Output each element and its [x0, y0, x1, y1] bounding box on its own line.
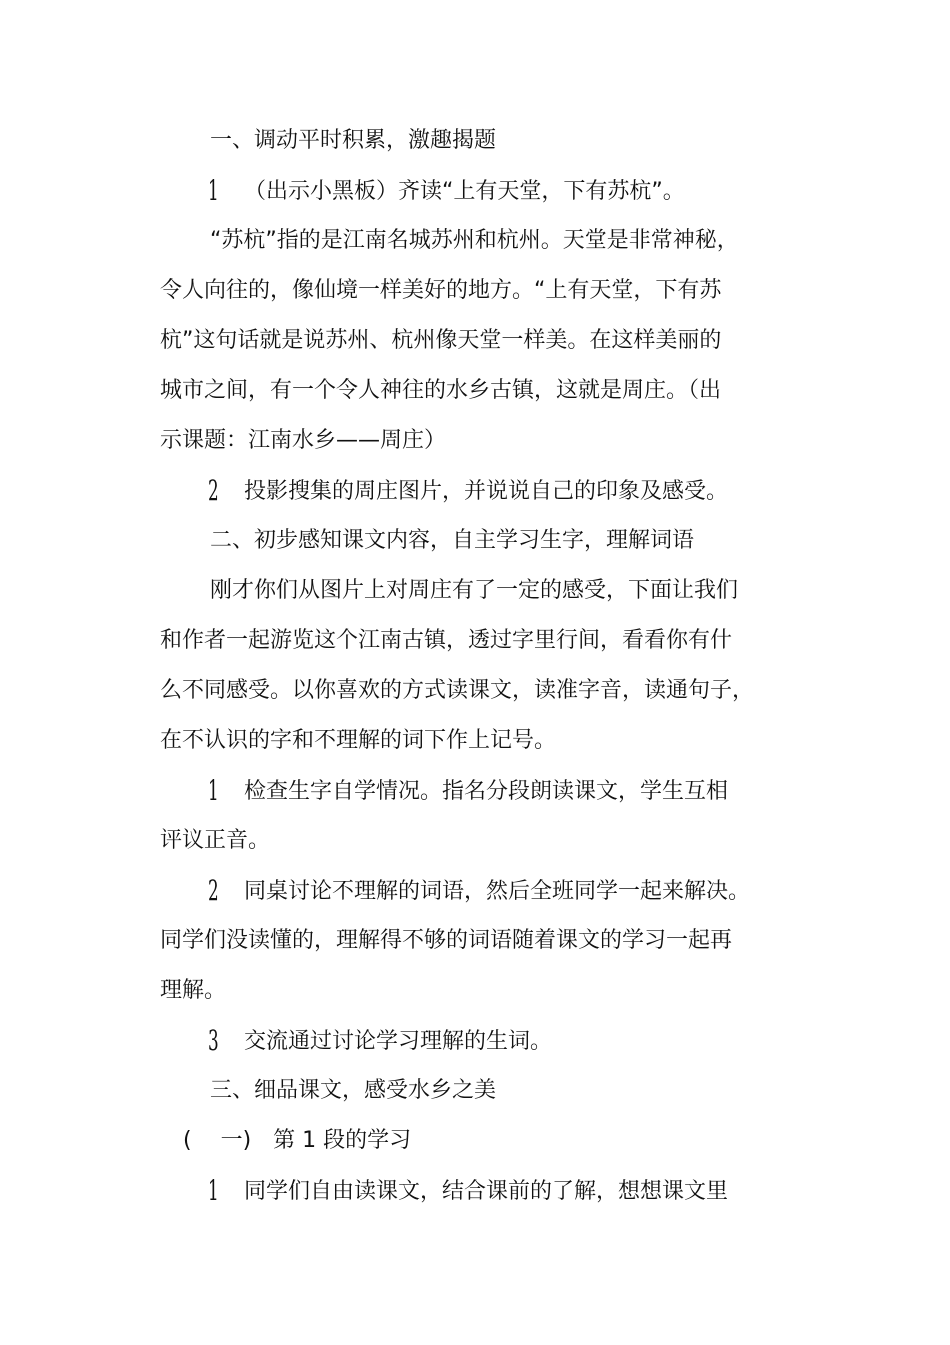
- list-item-1: 1 （出示小黑板）齐读“上有天堂，下有苏杭”。: [208, 174, 685, 207]
- paragraph-line: 和作者一起游览这个江南古镇，透过字里行间，看看你有什: [160, 628, 733, 653]
- list-item-2: 2 同桌讨论不理解的词语，然后全班同学一起来解决。: [208, 874, 751, 907]
- paragraph-line: 么不同感受。以你喜欢的方式读课文，读准字音，读通句子，: [160, 678, 755, 703]
- item-number: 1: [208, 174, 219, 207]
- paragraph-line: 同学们没读懂的，理解得不够的词语随着课文的学习一起再: [160, 928, 733, 953]
- paragraph-line: 理解。: [160, 978, 227, 1003]
- paragraph-line: 在不认识的字和不理解的词下作上记号。: [160, 728, 557, 753]
- list-item-3: 3 交流通过讨论学习理解的生词。: [208, 1024, 553, 1057]
- item-number: 3: [208, 1024, 219, 1057]
- subsection-heading: ( 一) 第 1 段的学习: [183, 1128, 412, 1153]
- section-heading-1: 一、调动平时积累，激趣揭题: [210, 128, 497, 153]
- section-heading-3: 三、细品课文，感受水乡之美: [210, 1078, 497, 1103]
- paragraph-line: 令人向往的，像仙境一样美好的地方。“上有天堂，下有苏: [160, 278, 722, 303]
- item-number: 1: [208, 774, 219, 807]
- paragraph-line: “苏杭”指的是江南名城苏州和杭州。天堂是非常神秘，: [210, 228, 739, 253]
- item-number: 2: [208, 474, 219, 507]
- paragraph-line: 城市之间，有一个令人神往的水乡古镇，这就是周庄。（出: [160, 378, 722, 403]
- paragraph-line: 示课题：江南水乡——周庄）: [160, 428, 447, 453]
- paragraph-line: 评议正音。: [160, 828, 271, 853]
- paragraph-line: 刚才你们从图片上对周庄有了一定的感受，下面让我们: [210, 578, 739, 603]
- list-item-1: 1 检查生字自学情况。指名分段朗读课文，学生互相: [208, 774, 729, 807]
- section-heading-2: 二、初步感知课文内容，自主学习生字，理解词语: [210, 528, 695, 553]
- item-number: 2: [208, 874, 219, 907]
- list-item-1: 1 同学们自由读课文，结合课前的了解，想想课文里: [208, 1174, 729, 1207]
- item-number: 1: [208, 1174, 219, 1207]
- paragraph-line: 杭”这句话就是说苏州、杭州像天堂一样美。在这样美丽的: [160, 328, 722, 353]
- list-item-2: 2 投影搜集的周庄图片，并说说自己的印象及感受。: [208, 474, 729, 507]
